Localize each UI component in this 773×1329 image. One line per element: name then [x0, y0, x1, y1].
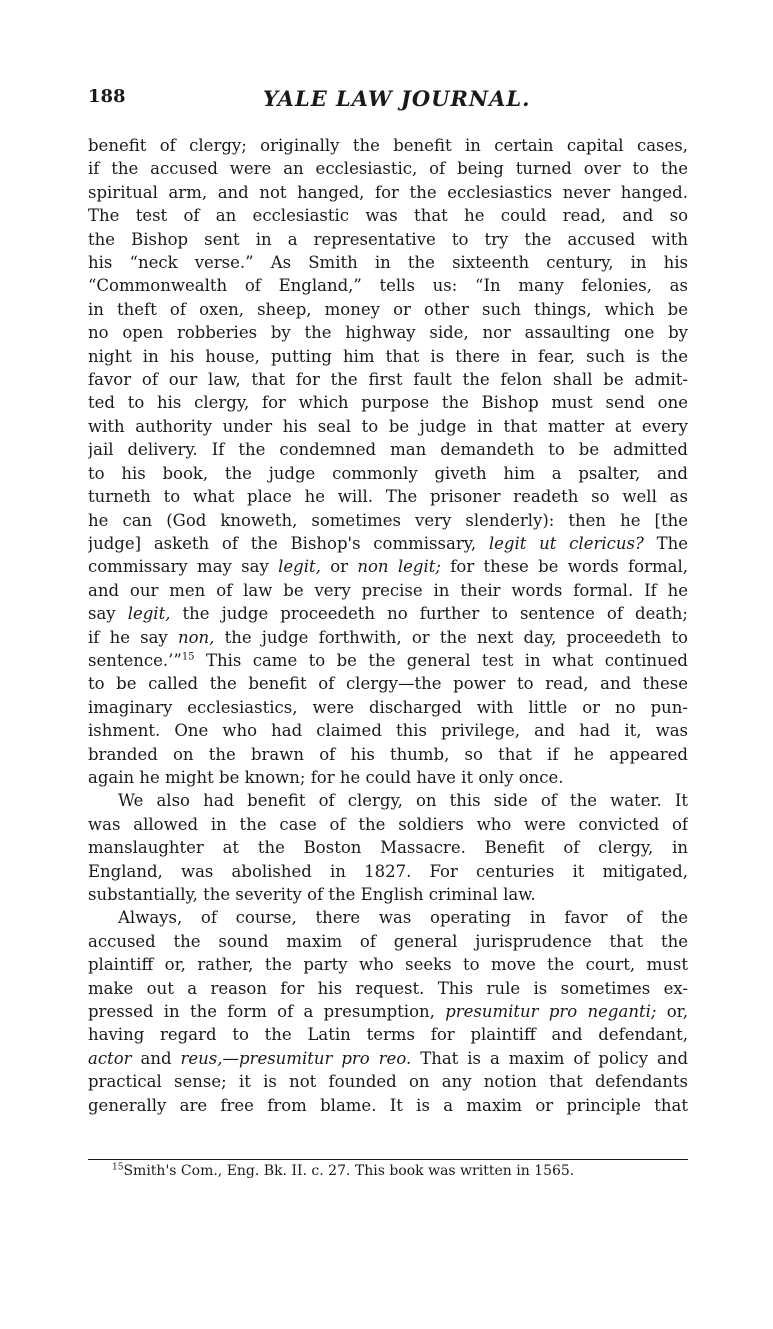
text-line: substantially, the severity of the English criminal law.: [88, 885, 536, 904]
text-line: again he might be known; for he could have it only once.: [88, 767, 564, 787]
text-line: no open robberies by the highway side, nor assaulting one by: [88, 323, 688, 343]
latin-phrase: legit,: [278, 557, 321, 577]
text-line: if the accused were an ecclesiastic, of being turned over to the: [88, 159, 688, 179]
text-run: This came to be the general test in what continued: [205, 650, 688, 670]
latin-phrase: legit ut clericus?: [488, 533, 644, 553]
running-title: YALE LAW JOURNAL.: [263, 86, 531, 111]
text-line: imaginary ecclesiastics, were discharged with little or no pun-: [88, 697, 688, 717]
text-line: branded on the brawn of his thumb, so that if he appeared: [88, 744, 688, 764]
text-line: plaintiff or, rather, the party who seeks to move the court, must: [88, 955, 688, 975]
text-run: and: [140, 1048, 172, 1068]
text-run: The: [656, 533, 688, 553]
text-run: That is a maxim of policy and: [420, 1048, 688, 1068]
text-line: [88, 1047, 688, 1070]
text-line: generally are free from blame. It is a maxim or principle that: [88, 1095, 688, 1115]
text-line: and our men of law be very precise in their words formal. If he: [88, 580, 688, 600]
latin-phrase: actor: [88, 1048, 132, 1068]
text-line: make out a reason for his request. This rule is sometimes ex-: [88, 978, 688, 998]
text-line: having regard to the Latin terms for plaintiff and defendant,: [88, 1025, 688, 1045]
footnote: [112, 1162, 688, 1180]
footnote-reference[interactable]: 15: [181, 651, 195, 663]
text-line: [88, 532, 688, 555]
text-line: [88, 626, 688, 649]
text-line: night in his house, putting him that is there in fear, such is the: [88, 346, 688, 366]
text-line: to be called the benefit of clergy—the power to read, and these: [88, 674, 688, 694]
text-run: judge] asketh of the Bishop's commissary,: [88, 533, 477, 553]
text-line: practical sense; it is not founded on any notion that defendants: [88, 1072, 688, 1092]
text-run: pressed in the form of a presumption,: [88, 1002, 435, 1022]
text-line: England, was abolished in 1827. For centuries it mitigated,: [88, 861, 688, 881]
text-line: [88, 1000, 688, 1023]
footnote-text: Smith's Com., Eng. Bk. II. c. 27. This book was written in 1565.: [123, 1163, 575, 1179]
text-line: favor of our law, that for the first fault the felon shall be admit-: [88, 370, 688, 390]
text-line: ted to his clergy, for which purpose the Bishop must send one: [88, 393, 688, 413]
text-line: with authority under his seal to be judge in that matter at every: [88, 416, 688, 436]
text-run: for these be words formal,: [450, 557, 688, 577]
text-line: [88, 649, 688, 672]
text-run: or: [330, 557, 349, 577]
footnote-marker: 15: [112, 1162, 124, 1173]
text-run: sentence.’”: [88, 650, 182, 670]
text-line: to his book, the judge commonly giveth him a psalter, and: [88, 463, 688, 483]
latin-phrase: legit,: [127, 604, 171, 624]
latin-phrase: non,: [177, 627, 215, 647]
text-line: spiritual arm, and not hanged, for the ecclesiastics never hanged.: [88, 182, 688, 202]
text-run: the judge proceedeth no further to sentence of death;: [182, 604, 688, 624]
text-run: commissary may say: [88, 557, 269, 577]
text-line: was allowed in the case of the soldiers who were convicted of: [88, 814, 688, 834]
text-line: ishment. One who had claimed this privilege, and had it, was: [88, 721, 688, 741]
page-number: 188: [88, 86, 126, 107]
text-line: turneth to what place he will. The prisoner readeth so well as: [88, 487, 688, 507]
text-line: jail delivery. If the condemned man demandeth to be admitted: [88, 440, 688, 460]
text-run: if he say: [88, 627, 168, 647]
page-header: [88, 86, 688, 114]
text-line: We also had benefit of clergy, on this side of the water. It: [118, 791, 688, 811]
latin-phrase: reus,—presumitur pro reo.: [180, 1048, 412, 1068]
text-line: [88, 555, 688, 578]
text-line: benefit of clergy; originally the benefit in certain capital cases,: [88, 136, 688, 155]
text-line: accused the sound maxim of general jurisprudence that the: [88, 931, 688, 951]
text-line: [88, 602, 688, 625]
latin-phrase: non legit;: [357, 557, 441, 577]
text-run: or,: [666, 1002, 688, 1022]
footnote-divider: [88, 1159, 688, 1160]
latin-phrase: presumitur pro neganti;: [445, 1002, 657, 1022]
text-line: The test of an ecclesiastic was that he could read, and so: [88, 206, 688, 226]
text-line: he can (God knoweth, sometimes very slenderly): then he [the: [88, 510, 688, 530]
text-line: his “neck verse.” As Smith in the sixteenth century, in his: [88, 253, 688, 273]
text-line: Always, of course, there was operating in favor of the: [118, 908, 688, 928]
text-line: the Bishop sent in a representative to try the accused with: [88, 229, 688, 249]
body-text: [88, 134, 688, 1117]
text-line: in theft of oxen, sheep, money or other such things, which be: [88, 299, 688, 319]
text-run: say: [88, 604, 116, 624]
text-run: the judge forthwith, or the next day, proceedeth to: [224, 627, 688, 647]
text-line: manslaughter at the Boston Massacre. Benefit of clergy, in: [88, 838, 688, 858]
text-line: “Commonwealth of England,” tells us: “In many felonies, as: [88, 276, 688, 296]
